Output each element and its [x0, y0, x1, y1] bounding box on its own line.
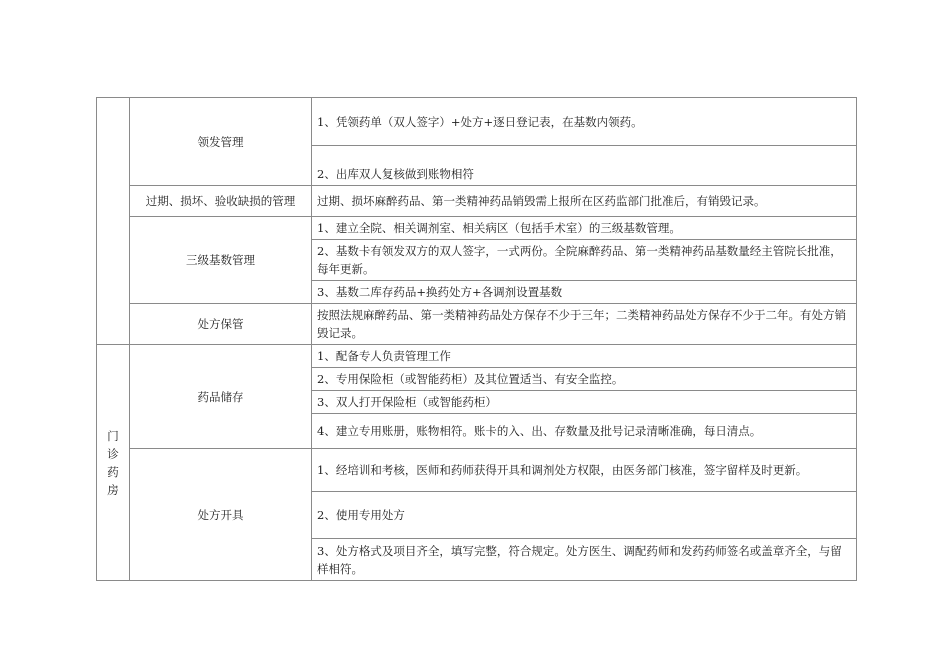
requirement-cell: 3、处方格式及项目齐全，填写完整，符合规定。处方医生、调配药师和发药药师签名或盖章齐全，与留样相符。 — [312, 539, 857, 581]
requirement-cell: 2、出库双人复核做到账物相符 — [312, 146, 857, 186]
table-row — [97, 304, 857, 344]
table-row — [97, 186, 857, 217]
requirement-cell: 1、配备专人负责管理工作 — [312, 345, 857, 368]
requirement-cell: 1、建立全院、相关调剂室、相关病区（包括手术室）的三级基数管理。 — [312, 217, 857, 240]
requirement-cell: 2、使用专用处方 — [312, 492, 857, 539]
requirement-cell: 2、基数卡有领发双方的双人签字，一式两份。全院麻醉药品、第一类精神药品基数量经主管院长批准，每年更新。 — [312, 240, 857, 281]
category-cell: 领发管理 — [130, 98, 312, 186]
category-cell: 处方保管 — [130, 304, 312, 345]
category-cell: 药品储存 — [130, 345, 312, 449]
department-cell-outpatient-pharmacy: 门诊 药房 — [97, 345, 130, 581]
category-cell: 过期、损坏、验收缺损的管理 — [130, 186, 312, 217]
management-table — [96, 97, 857, 581]
department-cell-top — [97, 98, 130, 345]
table-row — [97, 449, 857, 492]
requirement-cell: 1、经培训和考核，医师和药师获得开具和调剂处方权限，由医务部门核准，签字留样及时更新。 — [312, 449, 857, 492]
requirement-cell: 过期、损坏麻醉药品、第一类精神药品销毁需上报所在区药监部门批准后，有销毁记录。 — [312, 186, 857, 217]
category-cell: 三级基数管理 — [130, 217, 312, 304]
requirement-cell: 3、基数二库存药品+换药处方+各调剂设置基数 — [312, 281, 857, 304]
requirement-cell: 2、专用保险柜（或智能药柜）及其位置适当、有安全监控。 — [312, 368, 857, 391]
requirement-cell: 3、双人打开保险柜（或智能药柜） — [312, 391, 857, 414]
requirement-cell: 1、凭领药单（双人签字）+处方+逐日登记表，在基数内领药。 — [312, 98, 857, 146]
requirement-cell: 按照法规麻醉药品、第一类精神药品处方保存不少于三年；二类精神药品处方保存不少于二年。有处方销毁记录。 — [312, 304, 857, 345]
table-row — [97, 98, 857, 146]
category-cell: 处方开具 — [130, 449, 312, 581]
table-row — [97, 217, 857, 240]
table-row — [97, 345, 857, 368]
requirement-cell: 4、建立专用账册，账物相符。账卡的入、出、存数量及批号记录清晰准确，每日清点。 — [312, 414, 857, 449]
